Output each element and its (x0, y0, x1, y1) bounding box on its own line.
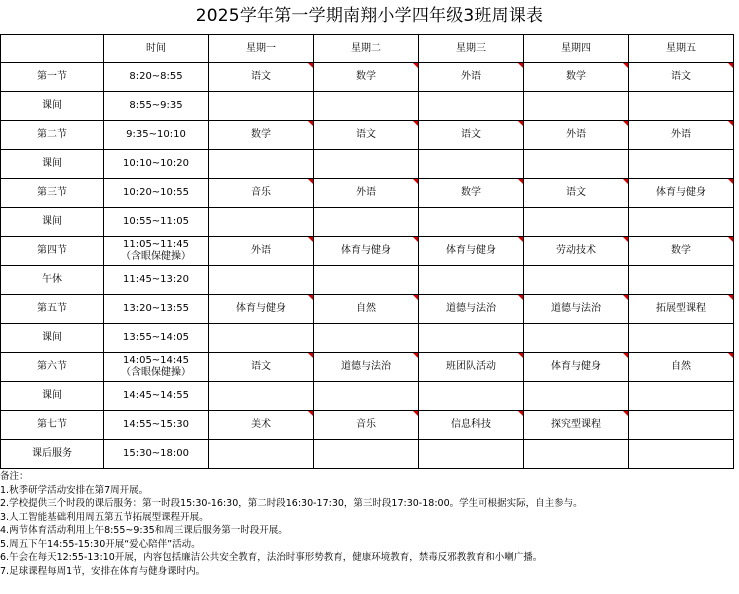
notes-section (0, 470, 739, 578)
subject-cell (419, 440, 524, 469)
note-line: 2.学校提供三个时段的课后服务：第一时段15:30-16:30，第二时段16:30-17:30，第三时段17:30-18:00。学生可根据实际，自主参与。 (0, 498, 583, 509)
note-line: 7.足球课程每周1节，安排在体育与健身课时内。 (0, 565, 206, 577)
time-text: 14:45~14:55 (122, 390, 189, 401)
period-label-cell: 第七节 (1, 411, 104, 440)
time-cell (104, 353, 209, 382)
subject-cell (314, 150, 419, 179)
subject-cell: 拓展型课程 (629, 295, 734, 324)
time-cell (104, 440, 209, 469)
subject-cell (314, 382, 419, 411)
timetable-row (1, 295, 734, 324)
subject-cell (209, 208, 314, 237)
period-label-cell: 课后服务 (1, 440, 104, 469)
subject-cell (524, 382, 629, 411)
header-day-cell: 星期四 (524, 35, 629, 63)
time-text: 11:45~13:20 (122, 274, 189, 285)
timetable-row (1, 353, 734, 382)
time-text: 8:20~8:55 (129, 71, 183, 82)
subject-cell (314, 92, 419, 121)
subject-cell: 道德与法治 (524, 295, 629, 324)
subject-cell (209, 92, 314, 121)
subject-cell: 数学 (629, 237, 734, 266)
subject-cell: 数学 (524, 63, 629, 92)
subject-cell (209, 266, 314, 295)
subject-cell: 体育与健身 (629, 179, 734, 208)
subject-cell (419, 382, 524, 411)
time-text: 9:35~10:10 (126, 129, 186, 140)
subject-cell (524, 150, 629, 179)
subject-cell: 体育与健身 (524, 353, 629, 382)
time-cell (104, 150, 209, 179)
subject-cell: 外语 (629, 121, 734, 150)
timetable-row (1, 266, 734, 295)
period-label-cell: 第三节 (1, 179, 104, 208)
subject-cell: 外语 (419, 63, 524, 92)
subject-cell (314, 440, 419, 469)
subject-cell (629, 382, 734, 411)
subject-cell: 语文 (524, 179, 629, 208)
period-label-cell: 课间 (1, 324, 104, 353)
header-row (1, 35, 734, 63)
subject-cell: 劳动技术 (524, 237, 629, 266)
time-text: 8:55~9:35 (129, 100, 183, 111)
time-cell (104, 63, 209, 92)
timetable-row (1, 324, 734, 353)
period-label-cell: 午休 (1, 266, 104, 295)
subject-cell: 数学 (419, 179, 524, 208)
subject-cell (524, 92, 629, 121)
time-text: （含眼保健操） (121, 251, 191, 262)
subject-cell (629, 92, 734, 121)
time-cell (104, 382, 209, 411)
timetable-grid (0, 34, 734, 469)
header-corner-cell (1, 35, 104, 63)
subject-cell (419, 208, 524, 237)
subject-cell: 音乐 (209, 179, 314, 208)
subject-cell: 语文 (419, 121, 524, 150)
timetable-row (1, 440, 734, 469)
subject-cell: 道德与法治 (419, 295, 524, 324)
time-cell (104, 208, 209, 237)
header-day-cell: 星期一 (209, 35, 314, 63)
time-cell (104, 179, 209, 208)
time-text: 14:05~14:45 (122, 355, 189, 366)
note-line: 4.两节体育活动利用上午8:55~9:35和周三课后服务第一时段开展。 (0, 525, 288, 536)
time-text: 11:05~11:45 (122, 239, 189, 250)
subject-cell (314, 324, 419, 353)
note-line: 5.周五下午14:55-15:30开展“爱心陪伴”活动。 (0, 538, 201, 550)
time-cell (104, 411, 209, 440)
subject-cell: 道德与法治 (314, 353, 419, 382)
time-cell (104, 237, 209, 266)
note-line: 1.秋季研学活动安排在第7周开展。 (0, 484, 149, 496)
subject-cell: 探究型课程 (524, 411, 629, 440)
timetable-row (1, 411, 734, 440)
subject-cell (419, 92, 524, 121)
timetable-row (1, 237, 734, 266)
subject-cell: 数学 (314, 63, 419, 92)
subject-cell: 美术 (209, 411, 314, 440)
period-label-cell: 课间 (1, 382, 104, 411)
subject-cell: 体育与健身 (419, 237, 524, 266)
time-cell (104, 121, 209, 150)
timetable-row (1, 121, 734, 150)
header-day-cell: 星期五 (629, 35, 734, 63)
subject-cell: 语文 (314, 121, 419, 150)
subject-cell (629, 411, 734, 440)
subject-cell (209, 150, 314, 179)
page-title: 2025学年第一学期南翔小学四年级3班周课表 (195, 6, 544, 26)
header-day-cell: 星期二 (314, 35, 419, 63)
subject-cell (629, 266, 734, 295)
time-text: 10:55~11:05 (122, 216, 189, 227)
subject-cell: 外语 (524, 121, 629, 150)
subject-cell (524, 266, 629, 295)
period-label-cell: 第五节 (1, 295, 104, 324)
subject-cell: 外语 (209, 237, 314, 266)
time-text: 15:30~18:00 (122, 448, 189, 459)
subject-cell: 语文 (209, 353, 314, 382)
subject-cell: 数学 (209, 121, 314, 150)
timetable-row (1, 179, 734, 208)
subject-cell: 外语 (314, 179, 419, 208)
subject-cell (419, 150, 524, 179)
period-label-cell: 第四节 (1, 237, 104, 266)
subject-cell: 信息科技 (419, 411, 524, 440)
subject-cell: 音乐 (314, 411, 419, 440)
subject-cell (524, 324, 629, 353)
subject-cell: 语文 (629, 63, 734, 92)
subject-cell (209, 324, 314, 353)
period-label-cell: 第六节 (1, 353, 104, 382)
timetable-row (1, 150, 734, 179)
time-text: 14:55~15:30 (122, 419, 189, 430)
period-label-cell: 第一节 (1, 63, 104, 92)
time-cell (104, 92, 209, 121)
subject-cell (419, 324, 524, 353)
notes-heading: 备注： (0, 471, 29, 482)
subject-cell (209, 440, 314, 469)
subject-cell: 语文 (209, 63, 314, 92)
header-time-cell: 时间 (104, 35, 209, 63)
subject-cell (314, 208, 419, 237)
timetable-row (1, 63, 734, 92)
timetable-row (1, 92, 734, 121)
header-day-cell: 星期三 (419, 35, 524, 63)
time-text: （含眼保健操） (121, 367, 191, 378)
subject-cell (629, 440, 734, 469)
time-cell (104, 266, 209, 295)
period-label-cell: 课间 (1, 150, 104, 179)
period-label-cell: 第二节 (1, 121, 104, 150)
time-text: 13:55~14:05 (122, 332, 189, 343)
period-label-cell: 课间 (1, 92, 104, 121)
note-line: 3.人工智能基础利用周五第五节拓展型课程开展。 (0, 511, 209, 523)
time-cell (104, 295, 209, 324)
subject-cell (314, 266, 419, 295)
subject-cell: 自然 (314, 295, 419, 324)
subject-cell: 班团队活动 (419, 353, 524, 382)
time-text: 10:20~10:55 (122, 187, 189, 198)
timetable-row (1, 208, 734, 237)
timetable-row (1, 382, 734, 411)
subject-cell (629, 324, 734, 353)
subject-cell (524, 208, 629, 237)
time-text: 10:10~10:20 (122, 158, 189, 169)
note-line: 6.午会在每天12:55-13:10开展，内容包括廉洁公共安全教育，法治时事形势教育，健康环境教育，禁毒反邪教教育和小喇广播。 (0, 552, 543, 563)
subject-cell: 体育与健身 (209, 295, 314, 324)
time-cell (104, 324, 209, 353)
subject-cell (629, 150, 734, 179)
subject-cell (419, 266, 524, 295)
time-text: 13:20~13:55 (122, 303, 189, 314)
subject-cell: 自然 (629, 353, 734, 382)
period-label-cell: 课间 (1, 208, 104, 237)
subject-cell (629, 208, 734, 237)
subject-cell: 体育与健身 (314, 237, 419, 266)
subject-cell (524, 440, 629, 469)
subject-cell (209, 382, 314, 411)
